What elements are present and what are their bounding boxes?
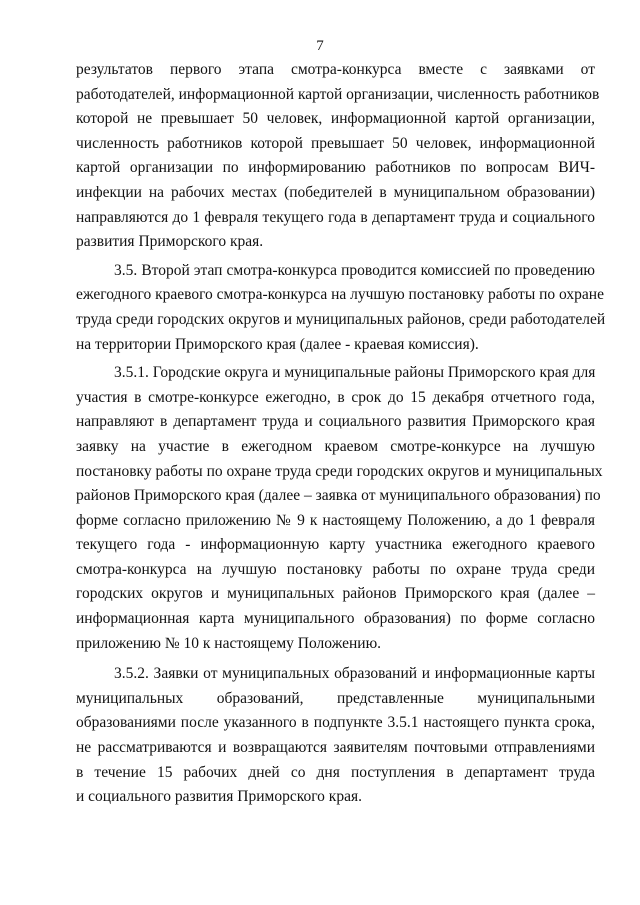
text-line: смотра-конкурса на лучшую постановку работы по охране труда среди [76,560,595,578]
text-line: текущего года - информационную карту участника ежегодного краевого [76,536,595,554]
text-line: постановку работы по охране труда среди городских округов и муниципальных [76,462,603,480]
text-line: направляются до 1 февраля текущего года в департамент труда и социального [76,208,595,226]
text-line: образованиями после указанного в подпункте 3.5.1 настоящего пункта срока, [76,714,595,732]
paragraph-results-submission [76,58,600,255]
text-line: инфекции на рабочих местах (победителей в муниципальном образовании) [76,183,595,201]
text-line: труда среди городских округов и муниципальных районов, среди работодателей [76,310,606,328]
text-line: 3.5. Второй этап смотра-конкурса проводится комиссией по проведению [114,261,595,279]
text-line: на территории Приморского края (далее - краевая комиссия). [76,335,479,353]
text-line: в течение 15 рабочих дней со дня поступления в департамент труда [76,763,595,781]
text-line: и социального развития Приморского края. [76,788,362,806]
text-line: которой не превышает 50 человек, информационной картой организации, [76,110,595,128]
text-line: картой организации по информированию работников по вопросам ВИЧ- [76,159,595,177]
text-line: районов Приморского края (далее – заявка от муниципального образования) по [76,487,601,505]
text-line: 3.5.2. Заявки от муниципальных образований и информационные карты [114,665,595,683]
text-line: форме согласно приложению № 9 к настоящему Положению, а до 1 февраля [76,511,595,529]
paragraph-3-5 [76,259,606,357]
paragraph-3-5-2 [76,662,595,810]
text-line: не рассматриваются и возвращаются заявителям почтовыми отправлениями [76,739,595,757]
text-line: численность работников которой превышает 50 человек, информационной [76,134,595,152]
text-line: ежегодного краевого смотра-конкурса на лучшую постановку работы по охране [76,286,604,304]
page-number: 7 [316,38,324,54]
text-line: муниципальных образований, представленные муниципальными [76,689,595,707]
paragraph-3-5-1 [76,361,603,656]
text-line: результатов первого этапа смотра-конкурса вместе с заявками от [76,61,595,78]
text-line: направляют в департамент труда и социального развития Приморского края [76,413,595,431]
text-line: приложению № 10 к настоящему Положению. [76,634,382,652]
text-line: 3.5.1. Городские округа и муниципальные районы Приморского края для [114,364,596,382]
text-line: информационная карта муниципального образования) по форме согласно [76,610,595,628]
document-body [76,58,606,810]
text-line: работодателей, информационной картой организации, численность работников [76,85,600,103]
text-line: заявку на участие в ежегодном краевом смотре-конкурсе на лучшую [76,437,595,455]
text-line: развития Приморского края. [76,233,264,251]
text-line: городских округов и муниципальных районов Приморского края (далее – [76,585,595,603]
text-line: участия в смотре-конкурсе ежегодно, в срок до 15 декабря отчетного года, [76,388,595,406]
